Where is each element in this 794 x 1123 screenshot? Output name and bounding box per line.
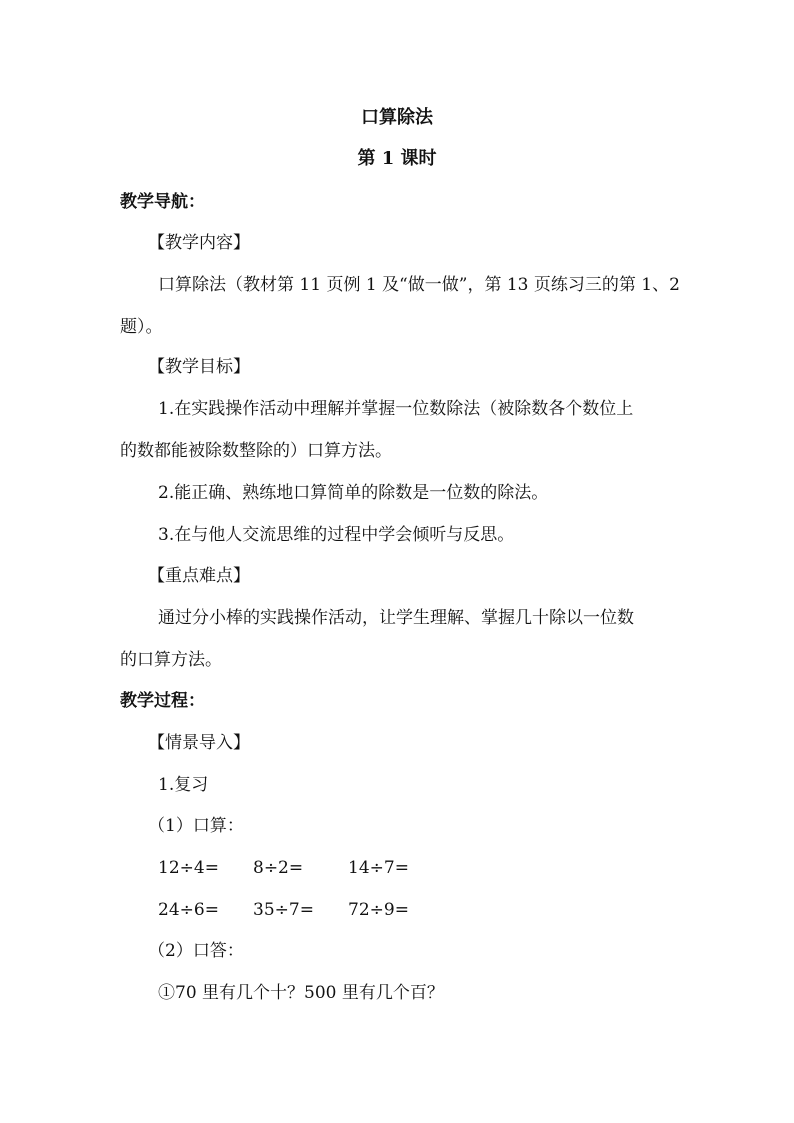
calc-item: 72÷9= (348, 900, 409, 920)
section-heading-teaching-process: 教学过程： (120, 691, 205, 711)
calc-item: 24÷6= (158, 900, 219, 920)
calc-item: 12÷4= (158, 858, 219, 878)
heading-teaching-content: 【教学内容】 (148, 233, 250, 253)
teaching-content-text-cont: 题）。 (120, 317, 163, 337)
heading-key-points: 【重点难点】 (148, 566, 250, 586)
goal-2: 2.能正确、熟练地口算简单的除数是一位数的除法。 (158, 483, 549, 503)
goal-1-cont: 的数都能被除数整除的）口算方法。 (120, 441, 392, 461)
oral-answer-label: （2）口答： (148, 941, 244, 961)
key-points-text-cont: 的口算方法。 (120, 650, 222, 670)
review-item: 1.复习 (158, 775, 209, 795)
key-points-text: 通过分小棒的实践操作活动，让学生理解、掌握几十除以一位数 (158, 608, 634, 628)
calc-item: 35÷7= (253, 900, 314, 920)
teaching-content-text: 口算除法（教材第 11 页例 1 及“做一做”，第 13 页练习三的第 1、2 (158, 275, 680, 295)
section-heading-teaching-guide: 教学导航： (120, 192, 205, 212)
goal-3: 3.在与他人交流思维的过程中学会倾听与反思。 (158, 525, 515, 545)
goal-1: 1.在实践操作活动中理解并掌握一位数除法（被除数各个数位上 (158, 399, 634, 419)
lesson-subtitle: 第 1 课时 (357, 148, 437, 169)
question-1: ①70 里有几个十？500 里有几个百？ (158, 983, 444, 1003)
oral-calc-label: （1）口算： (148, 816, 244, 836)
heading-scenario-intro: 【情景导入】 (148, 733, 250, 753)
heading-teaching-goals: 【教学目标】 (148, 357, 250, 377)
calc-item: 8÷2= (253, 858, 304, 878)
document-title: 口算除法 (361, 107, 433, 128)
calc-item: 14÷7= (348, 858, 409, 878)
